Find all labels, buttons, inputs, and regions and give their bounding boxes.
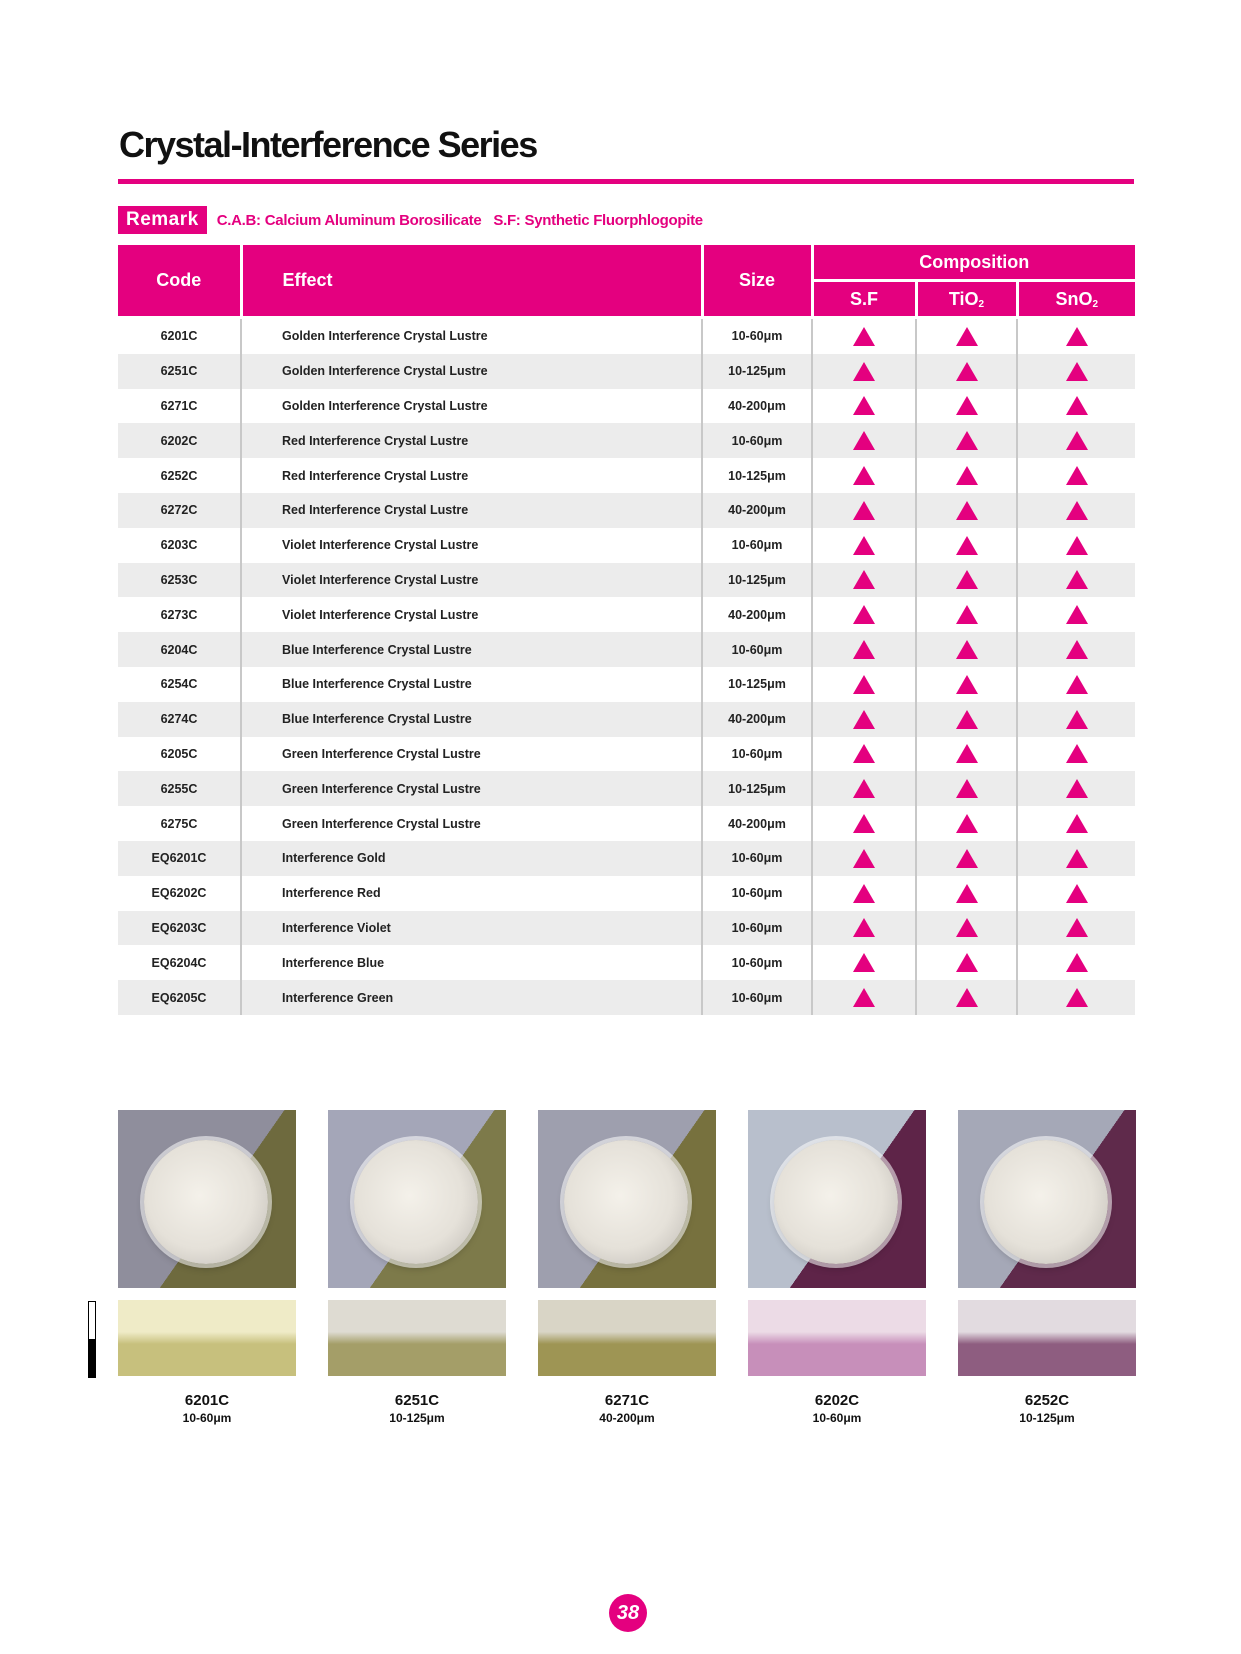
header-tio2-sub: 2: [978, 298, 985, 310]
triangle-marker-icon: [853, 953, 875, 972]
triangle-marker-icon: [1066, 501, 1088, 520]
row-sf-cell: [812, 702, 916, 737]
sample-card: [958, 1110, 1136, 1425]
color-swatch: [118, 1300, 296, 1376]
row-sno2-cell: [1017, 667, 1135, 702]
row-size: 40-200μm: [702, 702, 812, 737]
row-size: 10-60μm: [702, 945, 812, 980]
row-size: 10-125μm: [702, 458, 812, 493]
table-row: [118, 493, 1135, 528]
powder-dish: [144, 1140, 268, 1264]
triangle-marker-icon: [1066, 710, 1088, 729]
row-sf-cell: [812, 737, 916, 772]
sample-size: 10-60μm: [182, 1411, 232, 1425]
row-tio2-cell: [916, 493, 1017, 528]
row-tio2-cell: [916, 806, 1017, 841]
row-code: EQ6205C: [118, 980, 241, 1015]
row-code: 6202C: [118, 423, 241, 458]
triangle-marker-icon: [956, 814, 978, 833]
table-row: [118, 597, 1135, 632]
row-tio2-cell: [916, 702, 1017, 737]
row-size: 10-60μm: [702, 980, 812, 1015]
row-sf-cell: [812, 493, 916, 528]
sample-card: [538, 1110, 716, 1425]
triangle-marker-icon: [1066, 570, 1088, 589]
triangle-marker-icon: [956, 466, 978, 485]
color-swatch: [328, 1300, 506, 1376]
row-sf-cell: [812, 632, 916, 667]
sample-code: 6202C: [814, 1392, 860, 1409]
sample-size: 10-125μm: [389, 1411, 445, 1425]
row-sno2-cell: [1017, 563, 1135, 598]
row-sno2-cell: [1017, 911, 1135, 946]
row-code: EQ6204C: [118, 945, 241, 980]
triangle-marker-icon: [853, 884, 875, 903]
triangle-marker-icon: [853, 327, 875, 346]
row-effect: Green Interference Crystal Lustre: [241, 771, 702, 806]
row-size: 40-200μm: [702, 493, 812, 528]
table-row: [118, 702, 1135, 737]
triangle-marker-icon: [956, 501, 978, 520]
header-sf: S.F: [812, 281, 916, 318]
row-sno2-cell: [1017, 458, 1135, 493]
table-row: [118, 841, 1135, 876]
table-row: [118, 737, 1135, 772]
row-size: 10-60μm: [702, 423, 812, 458]
triangle-marker-icon: [853, 814, 875, 833]
triangle-marker-icon: [1066, 327, 1088, 346]
sf-text: Synthetic Fluorphlogopite: [524, 211, 703, 229]
row-code: EQ6202C: [118, 876, 241, 911]
triangle-marker-icon: [1066, 953, 1088, 972]
sample-code: 6252C: [1024, 1392, 1070, 1409]
header-size: Size: [702, 245, 812, 318]
table-row: [118, 458, 1135, 493]
sample-photo: [748, 1110, 926, 1288]
triangle-marker-icon: [853, 605, 875, 624]
sample-size: 10-125μm: [1019, 1411, 1075, 1425]
row-effect: Golden Interference Crystal Lustre: [241, 354, 702, 389]
row-sf-cell: [812, 563, 916, 598]
row-sno2-cell: [1017, 354, 1135, 389]
sample-photo: [538, 1110, 716, 1288]
row-effect: Golden Interference Crystal Lustre: [241, 318, 702, 354]
triangle-marker-icon: [1066, 640, 1088, 659]
row-sf-cell: [812, 980, 916, 1015]
row-tio2-cell: [916, 318, 1017, 354]
header-sno2-sub: 2: [1092, 298, 1099, 310]
row-code: 6274C: [118, 702, 241, 737]
row-effect: Violet Interference Crystal Lustre: [241, 563, 702, 598]
row-tio2-cell: [916, 389, 1017, 424]
triangle-marker-icon: [956, 744, 978, 763]
row-size: 40-200μm: [702, 806, 812, 841]
row-sno2-cell: [1017, 771, 1135, 806]
page-number: 38: [609, 1594, 647, 1632]
triangle-marker-icon: [956, 988, 978, 1007]
row-sno2-cell: [1017, 389, 1135, 424]
powder-dish: [564, 1140, 688, 1264]
color-swatch: [958, 1300, 1136, 1376]
triangle-marker-icon: [853, 396, 875, 415]
sample-size: 10-60μm: [812, 1411, 862, 1425]
triangle-marker-icon: [1066, 988, 1088, 1007]
triangle-marker-icon: [1066, 362, 1088, 381]
row-effect: Blue Interference Crystal Lustre: [241, 702, 702, 737]
triangle-marker-icon: [853, 710, 875, 729]
row-tio2-cell: [916, 632, 1017, 667]
row-size: 10-125μm: [702, 667, 812, 702]
table-body: [118, 318, 1135, 1015]
sample-photo: [118, 1110, 296, 1288]
row-size: 10-60μm: [702, 528, 812, 563]
row-tio2-cell: [916, 945, 1017, 980]
row-size: 10-125μm: [702, 563, 812, 598]
triangle-marker-icon: [956, 396, 978, 415]
row-size: 10-60μm: [702, 737, 812, 772]
row-tio2-cell: [916, 563, 1017, 598]
sample-gallery: [118, 1110, 1136, 1425]
row-effect: Golden Interference Crystal Lustre: [241, 389, 702, 424]
row-sno2-cell: [1017, 632, 1135, 667]
row-effect: Interference Gold: [241, 841, 702, 876]
table-row: [118, 354, 1135, 389]
row-tio2-cell: [916, 737, 1017, 772]
triangle-marker-icon: [956, 710, 978, 729]
table-row: [118, 389, 1135, 424]
row-code: 6251C: [118, 354, 241, 389]
triangle-marker-icon: [853, 918, 875, 937]
row-tio2-cell: [916, 841, 1017, 876]
row-tio2-cell: [916, 667, 1017, 702]
row-sf-cell: [812, 423, 916, 458]
sample-card: [118, 1110, 296, 1425]
remark-badge: Remark: [118, 206, 207, 234]
triangle-marker-icon: [853, 988, 875, 1007]
row-sf-cell: [812, 876, 916, 911]
remark-legend: [217, 212, 703, 229]
row-effect: Blue Interference Crystal Lustre: [241, 632, 702, 667]
row-effect: Interference Red: [241, 876, 702, 911]
header-code: Code: [118, 245, 241, 318]
row-tio2-cell: [916, 876, 1017, 911]
row-tio2-cell: [916, 597, 1017, 632]
row-effect: Interference Violet: [241, 911, 702, 946]
triangle-marker-icon: [853, 849, 875, 868]
header-effect: Effect: [241, 245, 702, 318]
row-tio2-cell: [916, 528, 1017, 563]
row-sf-cell: [812, 841, 916, 876]
triangle-marker-icon: [956, 431, 978, 450]
cab-abbr: C.A.B:: [216, 211, 261, 229]
sample-card: [328, 1110, 506, 1425]
triangle-marker-icon: [853, 779, 875, 798]
row-size: 10-125μm: [702, 354, 812, 389]
row-size: 40-200μm: [702, 597, 812, 632]
row-sno2-cell: [1017, 841, 1135, 876]
triangle-marker-icon: [853, 501, 875, 520]
triangle-marker-icon: [956, 953, 978, 972]
row-size: 10-60μm: [702, 632, 812, 667]
triangle-marker-icon: [1066, 605, 1088, 624]
row-effect: Violet Interference Crystal Lustre: [241, 528, 702, 563]
triangle-marker-icon: [1066, 536, 1088, 555]
triangle-marker-icon: [853, 362, 875, 381]
row-sf-cell: [812, 806, 916, 841]
triangle-marker-icon: [853, 744, 875, 763]
triangle-marker-icon: [956, 675, 978, 694]
row-code: 6204C: [118, 632, 241, 667]
row-code: 6203C: [118, 528, 241, 563]
powder-dish: [984, 1140, 1108, 1264]
header-tio2: [916, 281, 1017, 318]
triangle-marker-icon: [956, 640, 978, 659]
row-sf-cell: [812, 771, 916, 806]
triangle-marker-icon: [853, 431, 875, 450]
sf-abbr: S.F:: [493, 211, 521, 229]
row-tio2-cell: [916, 771, 1017, 806]
triangle-marker-icon: [1066, 431, 1088, 450]
sample-code: 6271C: [604, 1392, 650, 1409]
triangle-marker-icon: [1066, 884, 1088, 903]
title-underline: [118, 179, 1134, 184]
table-row: [118, 980, 1135, 1015]
table-row: [118, 318, 1135, 354]
table-row: [118, 423, 1135, 458]
row-tio2-cell: [916, 458, 1017, 493]
table-row: [118, 667, 1135, 702]
row-code: 6253C: [118, 563, 241, 598]
triangle-marker-icon: [956, 362, 978, 381]
row-tio2-cell: [916, 354, 1017, 389]
row-size: 40-200μm: [702, 389, 812, 424]
row-sno2-cell: [1017, 980, 1135, 1015]
row-sno2-cell: [1017, 876, 1135, 911]
triangle-marker-icon: [1066, 918, 1088, 937]
header-composition: Composition: [812, 245, 1135, 281]
triangle-marker-icon: [1066, 396, 1088, 415]
row-code: 6252C: [118, 458, 241, 493]
row-sno2-cell: [1017, 493, 1135, 528]
row-effect: Violet Interference Crystal Lustre: [241, 597, 702, 632]
header-sno2: [1017, 281, 1135, 318]
row-sno2-cell: [1017, 737, 1135, 772]
powder-dish: [774, 1140, 898, 1264]
row-code: 6272C: [118, 493, 241, 528]
row-size: 10-60μm: [702, 876, 812, 911]
table-row: [118, 911, 1135, 946]
row-sno2-cell: [1017, 945, 1135, 980]
table-row: [118, 528, 1135, 563]
triangle-marker-icon: [956, 918, 978, 937]
product-table: [118, 245, 1135, 1015]
triangle-marker-icon: [1066, 779, 1088, 798]
sample-photo: [958, 1110, 1136, 1288]
sample-size: 40-200μm: [599, 1411, 655, 1425]
triangle-marker-icon: [853, 570, 875, 589]
header-sno2-text: SnO: [1055, 288, 1093, 309]
table-row: [118, 806, 1135, 841]
triangle-marker-icon: [853, 466, 875, 485]
triangle-marker-icon: [853, 536, 875, 555]
triangle-marker-icon: [956, 779, 978, 798]
print-registration-mark: [88, 1301, 96, 1378]
row-tio2-cell: [916, 911, 1017, 946]
table-row: [118, 632, 1135, 667]
row-size: 10-60μm: [702, 911, 812, 946]
triangle-marker-icon: [853, 675, 875, 694]
triangle-marker-icon: [1066, 814, 1088, 833]
color-swatch: [748, 1300, 926, 1376]
row-code: 6205C: [118, 737, 241, 772]
row-sno2-cell: [1017, 528, 1135, 563]
triangle-marker-icon: [1066, 675, 1088, 694]
sample-code: 6201C: [184, 1392, 230, 1409]
triangle-marker-icon: [956, 884, 978, 903]
sample-card: [748, 1110, 926, 1425]
row-effect: Interference Green: [241, 980, 702, 1015]
table-row: [118, 771, 1135, 806]
row-sno2-cell: [1017, 423, 1135, 458]
row-effect: Red Interference Crystal Lustre: [241, 458, 702, 493]
remark-bar: [118, 206, 703, 234]
header-tio2-text: TiO: [948, 288, 979, 309]
table-row: [118, 876, 1135, 911]
row-effect: Red Interference Crystal Lustre: [241, 493, 702, 528]
row-sf-cell: [812, 945, 916, 980]
triangle-marker-icon: [956, 536, 978, 555]
row-effect: Green Interference Crystal Lustre: [241, 737, 702, 772]
row-size: 10-60μm: [702, 841, 812, 876]
row-size: 10-60μm: [702, 318, 812, 354]
row-sf-cell: [812, 318, 916, 354]
row-sf-cell: [812, 667, 916, 702]
row-tio2-cell: [916, 980, 1017, 1015]
triangle-marker-icon: [956, 605, 978, 624]
triangle-marker-icon: [956, 570, 978, 589]
row-code: 6255C: [118, 771, 241, 806]
row-sno2-cell: [1017, 597, 1135, 632]
row-code: EQ6201C: [118, 841, 241, 876]
row-tio2-cell: [916, 423, 1017, 458]
cab-text: Calcium Aluminum Borosilicate: [264, 211, 482, 229]
row-sf-cell: [812, 389, 916, 424]
row-sf-cell: [812, 911, 916, 946]
triangle-marker-icon: [1066, 744, 1088, 763]
triangle-marker-icon: [956, 849, 978, 868]
row-sf-cell: [812, 458, 916, 493]
powder-dish: [354, 1140, 478, 1264]
page-title: Crystal-Interference Series: [119, 124, 537, 165]
triangle-marker-icon: [1066, 849, 1088, 868]
table-row: [118, 563, 1135, 598]
row-code: 6273C: [118, 597, 241, 632]
table-row: [118, 945, 1135, 980]
row-sno2-cell: [1017, 702, 1135, 737]
row-code: EQ6203C: [118, 911, 241, 946]
row-effect: Red Interference Crystal Lustre: [241, 423, 702, 458]
row-sno2-cell: [1017, 318, 1135, 354]
row-sf-cell: [812, 354, 916, 389]
row-sno2-cell: [1017, 806, 1135, 841]
row-effect: Interference Blue: [241, 945, 702, 980]
triangle-marker-icon: [853, 640, 875, 659]
sample-code: 6251C: [394, 1392, 440, 1409]
row-size: 10-125μm: [702, 771, 812, 806]
triangle-marker-icon: [956, 327, 978, 346]
row-code: 6201C: [118, 318, 241, 354]
row-sf-cell: [812, 528, 916, 563]
color-swatch: [538, 1300, 716, 1376]
triangle-marker-icon: [1066, 466, 1088, 485]
row-code: 6254C: [118, 667, 241, 702]
sample-photo: [328, 1110, 506, 1288]
row-sf-cell: [812, 597, 916, 632]
row-code: 6275C: [118, 806, 241, 841]
row-effect: Blue Interference Crystal Lustre: [241, 667, 702, 702]
row-effect: Green Interference Crystal Lustre: [241, 806, 702, 841]
row-code: 6271C: [118, 389, 241, 424]
